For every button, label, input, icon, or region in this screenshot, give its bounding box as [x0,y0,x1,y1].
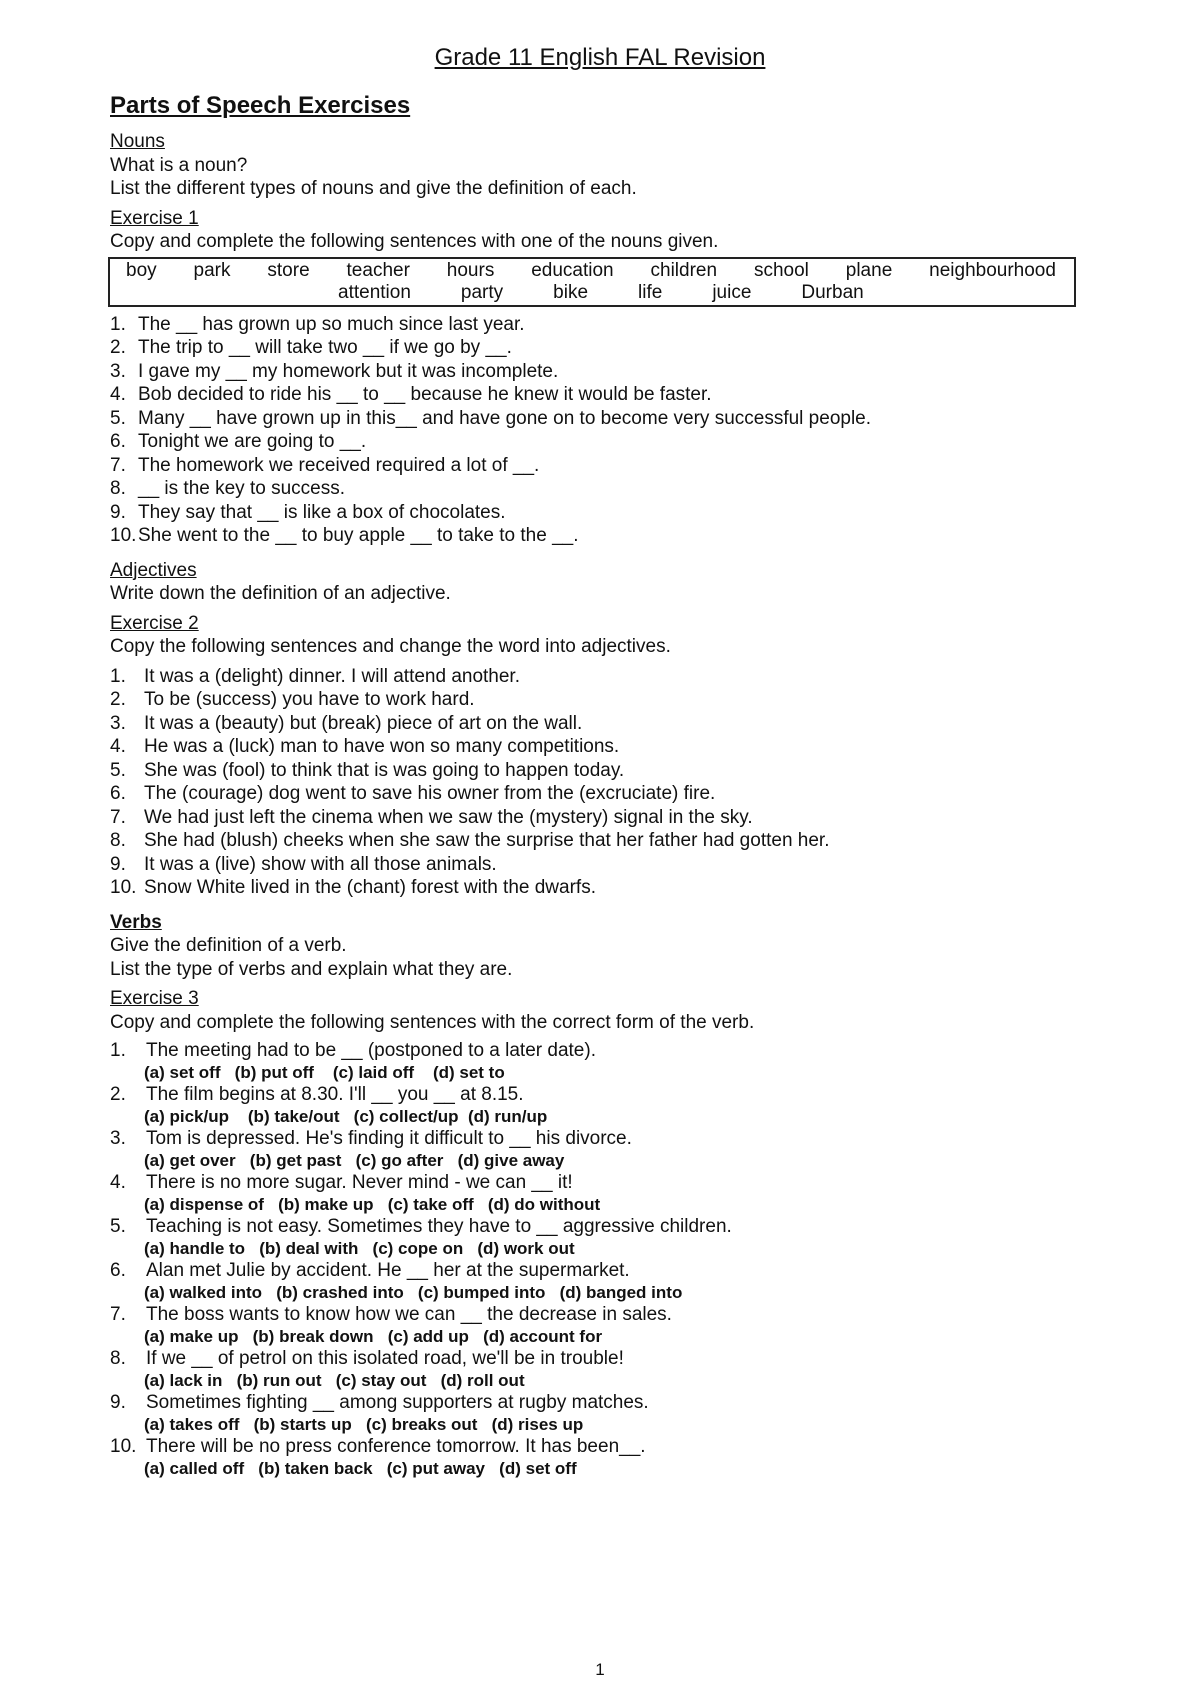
item-text: The meeting had to be __ (postponed to a later date). [146,1040,596,1061]
question-line [110,1128,1090,1150]
list-item [110,1040,1090,1084]
item-text: The film begins at 8.30. I'll __ you __ at 8.15. [146,1084,524,1105]
question-line [110,1304,1090,1326]
question-line [110,1392,1090,1414]
item-text: There is no more sugar. Never mind - we can __ it! [146,1172,573,1193]
item-number: 3. [110,712,126,734]
word-box-word: juice [712,281,752,303]
list-item [110,782,1090,806]
item-number: 9. [110,1392,126,1413]
item-text: __ is the key to success. [138,478,345,499]
word-box-word: party [460,281,504,303]
item-text: I gave my __ my homework but it was incomplete. [138,360,559,382]
item-text: The __ has grown up so much since last year. [138,313,525,335]
item-number: 7. [110,454,126,476]
list-item [110,1436,1090,1480]
list-item [110,336,1090,360]
adjectives-heading: Adjectives [110,559,197,581]
item-number: 3. [110,1128,126,1149]
verbs-question-1: Give the definition of a verb. [110,935,347,956]
list-item [110,477,1090,501]
question-line [110,1348,1090,1370]
word-box-word: school [753,259,809,281]
list-item [110,313,1090,337]
list-item [110,1348,1090,1392]
answer-options: (a) dispense of (b) make up (c) take off (d) do without [144,1195,601,1214]
adjectives-question-1: Write down the definition of an adjective. [110,583,451,604]
list-item [110,1084,1090,1128]
word-box-row-1 [110,260,1074,282]
item-number: 6. [110,431,126,452]
word-box-word: bike [553,281,589,303]
list-item [110,806,1090,830]
question-line [110,1172,1090,1194]
adjectives-section [110,559,1090,900]
word-box-word: plane [845,259,893,281]
answer-options: (a) set off (b) put off (c) laid off (d) set to [144,1063,505,1082]
exercise-3-instruction: Copy and complete the following sentences with the correct form of the verb. [110,1011,755,1033]
item-number: 5. [110,407,126,429]
answer-options: (a) handle to (b) deal with (c) cope on (d) work out [144,1239,575,1258]
item-number: 1. [110,665,126,687]
list-item [110,383,1090,407]
item-text: The trip to __ will take two __ if we go by __. [138,337,512,358]
item-number: 2. [110,689,126,710]
list-item [110,1260,1090,1304]
list-item [110,735,1090,759]
word-box-word: Durban [801,281,864,303]
question-line [110,1084,1090,1106]
question-line [110,1040,1090,1062]
word-box-word: store [267,259,310,281]
item-text: Tonight we are going to __. [138,431,367,452]
item-text: The homework we received required a lot of __. [138,454,540,476]
item-text: She was (fool) to think that is was going to happen today. [144,759,625,781]
item-text: We had just left the cinema when we saw the (mystery) signal in the sky. [144,806,753,828]
word-box-word: hours [446,259,495,281]
item-number: 4. [110,736,126,757]
exercise-1-list [110,313,1090,548]
item-text: Bob decided to ride his __ to __ because he knew it would be faster. [138,384,712,405]
answer-options: (a) lack in (b) run out (c) stay out (d) roll out [144,1371,525,1390]
list-item [110,430,1090,454]
exercise-2-instruction: Copy the following sentences and change the word into adjectives. [110,636,671,657]
item-number: 7. [110,806,126,828]
answer-options: (a) get over (b) get past (c) go after (d) give away [144,1151,565,1170]
list-item [110,360,1090,384]
verbs-question-2: List the type of verbs and explain what they are. [110,958,513,980]
item-number: 8. [110,1348,126,1369]
word-box-word: teacher [346,259,410,281]
item-number: 5. [110,759,126,781]
list-item [110,1216,1090,1260]
item-text: They say that __ is like a box of chocolates. [138,501,506,523]
exercise-3-heading: Exercise 3 [110,988,199,1009]
nouns-section [110,130,1090,548]
item-text: It was a (beauty) but (break) piece of art on the wall. [144,712,583,734]
item-number: 1. [110,1040,126,1061]
item-number: 3. [110,360,126,382]
question-line [110,1436,1090,1458]
item-text: Sometimes fighting __ among supporters at rugby matches. [146,1392,649,1413]
word-box-word: neighbourhood [929,259,1056,281]
item-number: 9. [110,501,126,523]
item-number: 10. [110,1436,137,1457]
list-item [110,853,1090,877]
list-item [110,454,1090,478]
item-text: Alan met Julie by accident. He __ her at the supermarket. [146,1260,630,1281]
document-title: Grade 11 English FAL Revision [434,44,766,71]
list-item [110,759,1090,783]
list-item [110,524,1090,548]
word-box-word: park [193,259,231,281]
answer-options: (a) make up (b) break down (c) add up (d) account for [144,1327,603,1346]
list-item [110,1304,1090,1348]
answer-options: (a) called off (b) taken back (c) put away (d) set off [144,1459,577,1478]
item-number: 1. [110,313,126,335]
word-box-word: children [650,259,718,281]
item-number: 6. [110,1260,126,1281]
answer-options: (a) pick/up (b) take/out (c) collect/up (d) run/up [144,1107,548,1126]
item-number: 10. [110,877,137,898]
item-number: 8. [110,830,126,851]
item-text: Tom is depressed. He's finding it difficult to __ his divorce. [146,1128,632,1149]
list-item [110,712,1090,736]
item-number: 2. [110,1084,126,1105]
list-item [110,1128,1090,1172]
item-number: 6. [110,783,126,804]
exercise-2-heading: Exercise 2 [110,612,199,634]
nouns-question-1: What is a noun? [110,154,248,176]
list-item [110,501,1090,525]
document-page [110,44,1090,1480]
word-box-word: life [638,281,663,303]
item-text: The (courage) dog went to save his owner from the (excruciate) fire. [144,783,716,804]
exercise-3-list [110,1040,1090,1480]
list-item [110,1172,1090,1216]
question-line [110,1216,1090,1238]
item-text: It was a (live) show with all those animals. [144,853,497,875]
noun-word-box [108,257,1076,307]
item-text: The boss wants to know how we can __ the decrease in sales. [146,1304,672,1325]
exercise-1-instruction: Copy and complete the following sentences with one of the nouns given. [110,231,719,252]
item-text: Teaching is not easy. Sometimes they have to __ aggressive children. [146,1216,732,1237]
item-text: It was a (delight) dinner. I will attend another. [144,665,520,687]
word-box-word: boy [126,259,157,281]
verbs-heading: Verbs [110,911,162,933]
exercise-2-list [110,665,1090,900]
word-box-word: attention [338,281,411,303]
nouns-heading: Nouns [110,131,165,152]
item-number: 10. [110,525,137,546]
list-item [110,665,1090,689]
item-text: He was a (luck) man to have won so many competitions. [144,736,620,757]
item-text: Many __ have grown up in this__ and have gone on to become very successful people. [138,407,872,429]
nouns-question-2: List the different types of nouns and give the definition of each. [110,178,637,199]
exercise-1-heading: Exercise 1 [110,207,199,229]
item-text: There will be no press conference tomorrow. It has been__. [146,1436,646,1457]
answer-options: (a) takes off (b) starts up (c) breaks out (d) rises up [144,1415,584,1434]
item-text: Snow White lived in the (chant) forest with the dwarfs. [144,877,596,898]
item-text: To be (success) you have to work hard. [144,689,475,710]
page-number: 1 [595,1660,605,1679]
item-number: 2. [110,337,126,358]
list-item [110,1392,1090,1436]
item-text: If we __ of petrol on this isolated road, we'll be in trouble! [146,1348,624,1369]
item-text: She went to the __ to buy apple __ to take to the __. [138,525,579,546]
item-number: 5. [110,1216,126,1237]
verbs-section [110,911,1090,1481]
item-number: 7. [110,1304,126,1325]
question-line [110,1260,1090,1282]
word-box-word: education [531,259,614,281]
item-number: 4. [110,384,126,405]
list-item [110,829,1090,853]
list-item [110,407,1090,431]
list-item [110,688,1090,712]
list-item [110,876,1090,900]
item-number: 9. [110,853,126,875]
section-title: Parts of Speech Exercises [110,92,411,119]
word-box-row-2 [110,282,1074,304]
item-text: She had (blush) cheeks when she saw the surprise that her father had gotten her. [144,830,830,851]
item-number: 4. [110,1172,126,1193]
answer-options: (a) walked into (b) crashed into (c) bumped into (d) banged into [144,1283,683,1302]
item-number: 8. [110,478,126,499]
